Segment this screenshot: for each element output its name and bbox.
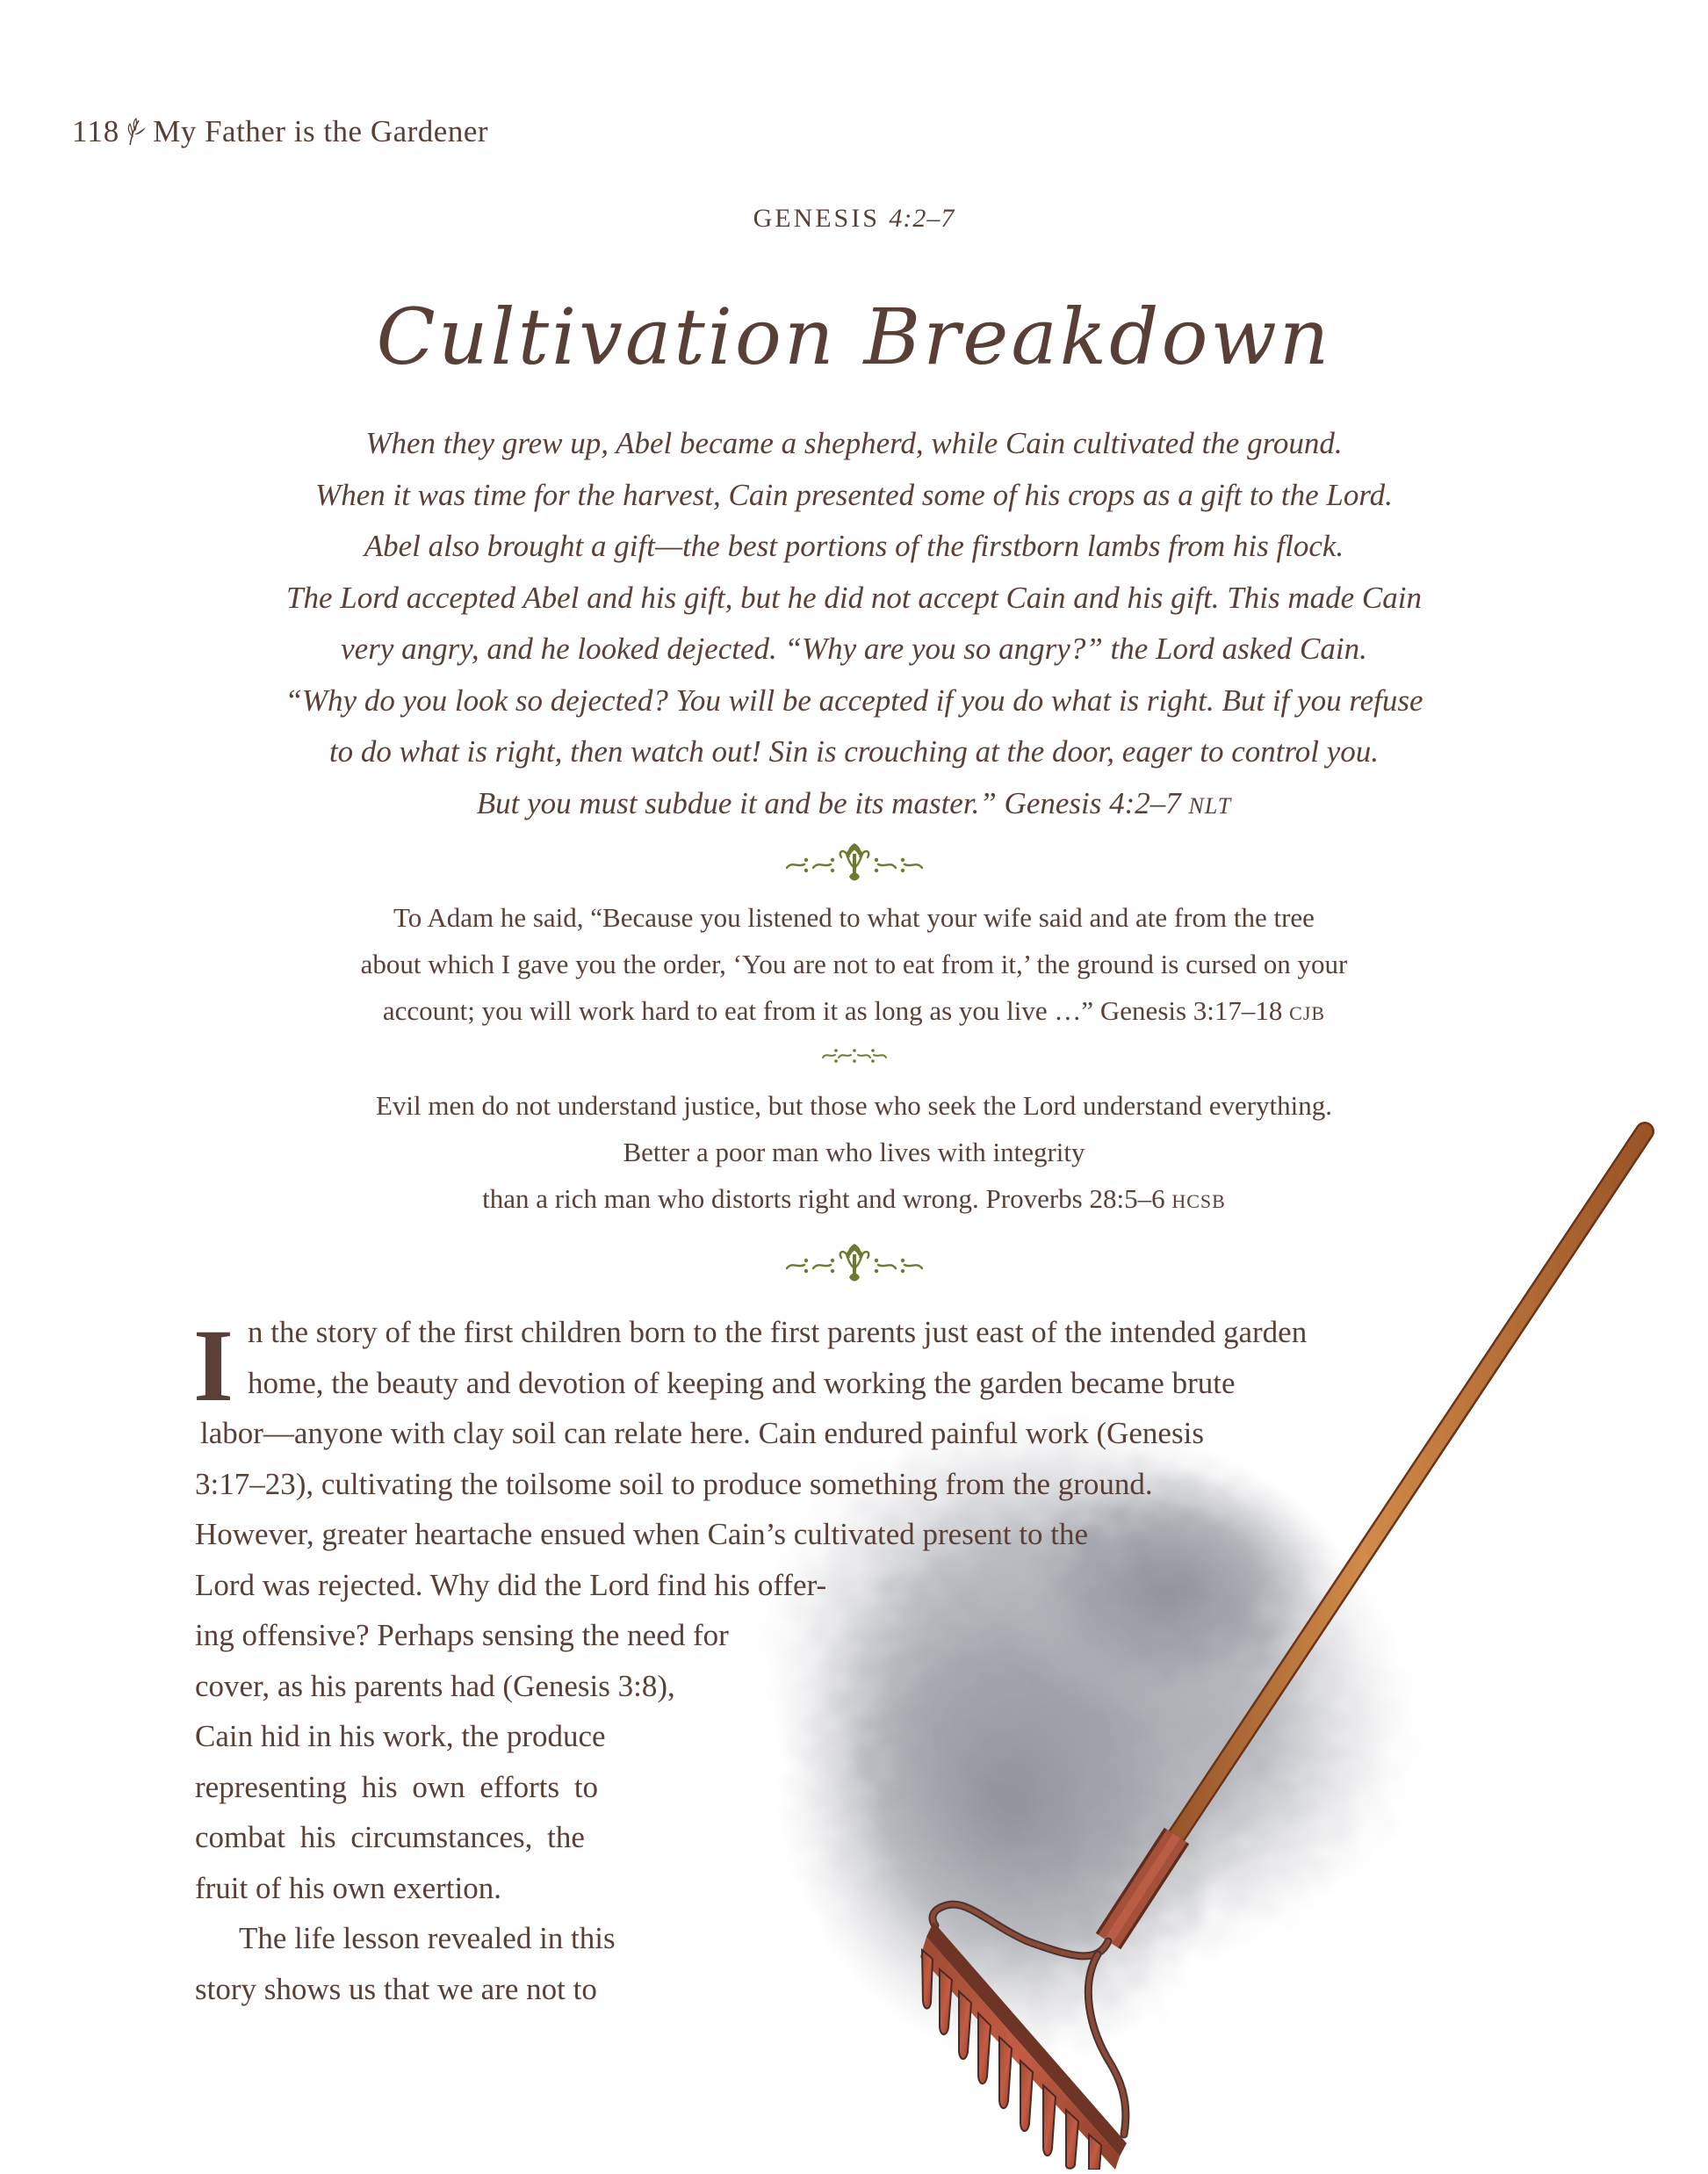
- quote-line: Better a poor man who lives with integrity: [623, 1137, 1085, 1167]
- epigraph-last-line: [141, 778, 1567, 833]
- epigraph-scripture: [141, 418, 1567, 832]
- quote-line: To Adam he said, “Because you listened to what your wife said and ate from the tree: [393, 902, 1315, 933]
- running-header: [72, 114, 488, 149]
- quote-line: Evil men do not understand justice, but those who seek the Lord understand everything.: [375, 1090, 1333, 1121]
- quote-citation: than a rich man who distorts right and wrong. Proverbs 28:5–6: [482, 1183, 1165, 1214]
- body-line: representing his own efforts to: [195, 1769, 599, 1804]
- vine-divider-icon: [0, 1045, 1708, 1071]
- epigraph-line: When they grew up, Abel became a shepherd, while Cain cultivated the ground.: [365, 426, 1343, 460]
- chapter-reference-book: GENESIS: [753, 204, 880, 233]
- quote-line: about which I gave you the order, ‘You are not to eat from it,’ the ground is cursed on your: [360, 949, 1348, 979]
- leaf-flourish-icon: [125, 117, 148, 147]
- chapter-reference-numbers: 4:2–7: [889, 204, 955, 233]
- body-line: story shows us that we are not to: [195, 1971, 597, 2006]
- body-line: Lord was rejected. Why did the Lord find his offer-: [195, 1567, 827, 1602]
- quote-last-line: [141, 987, 1567, 1036]
- body-line: However, greater heartache ensued when Cain’s cultivated present to the: [195, 1517, 1089, 1551]
- quote-version: CJB: [1289, 1002, 1326, 1024]
- epigraph-line: When it was time for the harvest, Cain presented some of his crops as a gift to the Lord.: [315, 477, 1393, 512]
- epigraph-line: “Why do you look so dejected? You will be accepted if you do what is right. But if you refuse: [285, 683, 1423, 718]
- epigraph-line: to do what is right, then watch out! Sin is crouching at the door, eager to control you.: [328, 734, 1380, 769]
- book-title: My Father is the Gardener: [153, 114, 489, 148]
- body-line: 3:17–23), cultivating the toilsome soil to produce something from the ground.: [195, 1466, 1153, 1501]
- body-line: ing offensive? Perhaps sensing the need for: [195, 1618, 729, 1652]
- body-text: [195, 1307, 1307, 2014]
- drop-cap: I: [193, 1308, 234, 1423]
- epigraph-line: very angry, and he looked dejected. “Why are you so angry?” the Lord asked Cain.: [341, 632, 1367, 666]
- body-line: n the story of the first children born to the first parents just east of the intended garden: [248, 1315, 1308, 1349]
- body-line: The life lesson revealed in this: [239, 1921, 616, 1955]
- body-line: home, the beauty and devotion of keeping and working the garden became brute: [248, 1365, 1236, 1400]
- epigraph-line: Abel also brought a gift—the best portions of the firstborn lambs from his flock.: [364, 529, 1344, 563]
- quote-genesis: [141, 894, 1567, 1036]
- floral-divider-icon: [0, 841, 1708, 890]
- body-line: cover, as his parents had (Genesis 3:8),: [195, 1668, 675, 1703]
- body-line: labor—anyone with clay soil can relate here. Cain endured painful work (Genesis: [200, 1416, 1204, 1450]
- body-line: combat his circumstances, the: [195, 1820, 585, 1854]
- chapter-reference: [0, 204, 1708, 234]
- body-line: fruit of his own exertion.: [195, 1870, 501, 1905]
- epigraph-line: The Lord accepted Abel and his gift, but he did not accept Cain and his gift. This made Cain: [286, 580, 1422, 615]
- quote-citation: account; you will work hard to eat from it as long as you live …” Genesis 3:17–18: [382, 995, 1283, 1026]
- epigraph-citation: But you must subdue it and be its master.” Genesis 4:2–7: [476, 785, 1181, 820]
- page-number: 118: [72, 114, 120, 148]
- body-line: Cain hid in his work, the produce: [195, 1719, 606, 1753]
- chapter-title: Cultivation Breakdown: [376, 292, 1332, 382]
- quote-version: HCSB: [1171, 1190, 1226, 1212]
- epigraph-version: NLT: [1188, 792, 1232, 819]
